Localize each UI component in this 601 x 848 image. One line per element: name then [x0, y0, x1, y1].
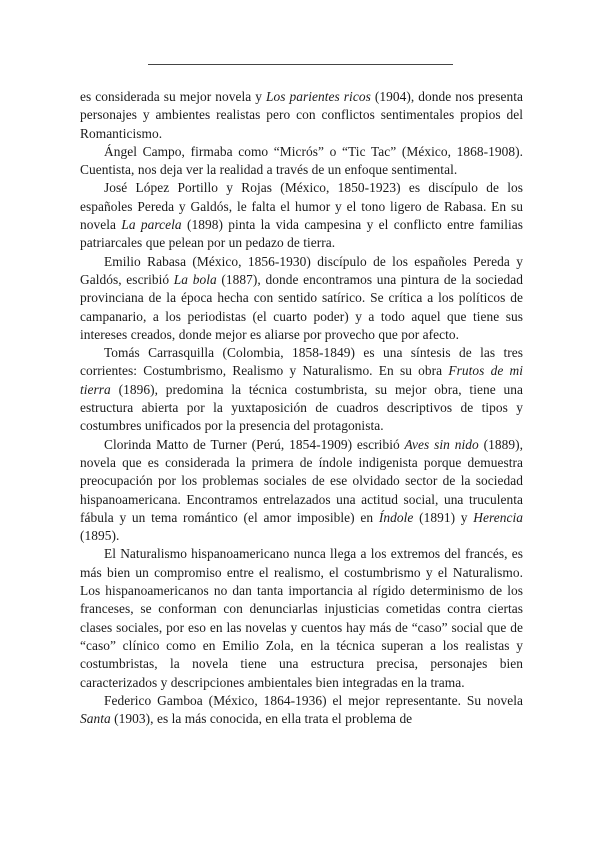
body-text: [80, 88, 523, 728]
text-run: (1891) y: [413, 509, 474, 525]
paragraph-carrasquilla: [80, 344, 523, 435]
paragraph-lopez-portillo: [80, 179, 523, 252]
book-title: La parcela: [121, 217, 182, 233]
text-run: Ángel Campo, firmaba como “Micrós” o “Tic Tac” (México, 1868-1908). Cuentista, nos deja ver la realidad a través de un enfoque sentimental.: [80, 143, 523, 178]
text-run: Tomás Carrasquilla (Colombia, 1858-1849) es una síntesis de las tres corrientes: Costumbrismo, Realismo y Naturalismo. En su obra: [80, 345, 523, 379]
text-run: (1895).: [80, 528, 120, 544]
paragraph-naturalismo: [80, 545, 523, 691]
text-run: es considerada su mejor novela y: [80, 89, 266, 104]
header-rule: [148, 64, 453, 65]
paragraph-los-parientes-ricos: [80, 88, 523, 143]
text-run: Clorinda Matto de Turner (Perú, 1854-1909) escribió: [104, 436, 405, 452]
paragraph-angel-campo: [80, 143, 523, 180]
book-title: Santa: [80, 711, 111, 727]
book-title: Frutos de mi tierra: [80, 363, 523, 397]
paragraph-emilio-rabasa: [80, 253, 523, 344]
paragraph-federico-gamboa: [80, 692, 523, 729]
text-run: El Naturalismo hispanoamericano nunca llega a los extremos del francés, es más bien un compromiso entre el realismo, el costumbrismo y el Naturalismo. Los hispanoamericanos no dan tanta importancia al rígido determinismo de los franceses, se conforman con denunciarlas injusticias cometidas contra ciertas clases sociales, por eso en las novelas y cuentos hay más de “caso” social que de “caso” clínico como en Emilio Zola, en la técnica superan a los realistas y costumbristas, la novela tiene una estructura precisa, personajes bien caracterizados y descripciones ambientales bien integradas en la trama.: [80, 546, 523, 690]
book-title: Aves sin nido: [404, 436, 479, 452]
text-run: José López Portillo y Rojas (México, 1850-1923) es discípulo de los españoles Pereda y Galdós, le falta el humor y el tono ligero de Rabasa. En su novela: [80, 180, 523, 233]
text-run: (1889), novela que es considerada la primera de índole indigenista porque demuestra preocupación por los problemas sociales de ese olvidado sector de la sociedad hispanoamericana. Encontramos entrelazados una actitud social, una truculenta fábula y un tema romántico (el amor imposible) en: [80, 436, 523, 525]
text-run: (1904), donde nos presenta personajes y ambientes realistas pero con conflictos sentimentales propios del Romanticismo.: [80, 89, 523, 141]
text-run: Federico Gamboa (México, 1864-1936) el mejor representante. Su novela: [104, 692, 523, 708]
book-title: Los parientes ricos: [266, 89, 371, 104]
paragraph-matto-de-turner: [80, 436, 523, 546]
text-run: (1903), es la más conocida, en ella trata el problema de: [110, 711, 413, 727]
text-run: Emilio Rabasa (México, 1856-1930) discípulo de los españoles Pereda y Galdós, escribió: [80, 253, 523, 287]
text-run: (1898) pinta la vida campesina y el conflicto entre familias patriarcales que pelean por un pedazo de tierra.: [80, 217, 523, 251]
book-title: Herencia: [473, 509, 523, 525]
book-title: La bola: [173, 271, 217, 287]
book-title: Índole: [378, 509, 414, 525]
text-run: (1896), predomina la técnica costumbrista, su mejor obra, tiene una estructura abierta por la yuxtaposición de cuadros descriptivos de tipos y costumbres unificados por la presencia del protagonista.: [80, 381, 523, 434]
text-run: (1887), donde encontramos una pintura de la sociedad provinciana de la época hecha con sentido satírico. Se crítica a los políticos de campanario, a los periodistas (el cuarto poder) y a todo aquel que tiene sus intereses creados, donde mejor es aliarse por provecho que por afecto.: [80, 271, 523, 342]
